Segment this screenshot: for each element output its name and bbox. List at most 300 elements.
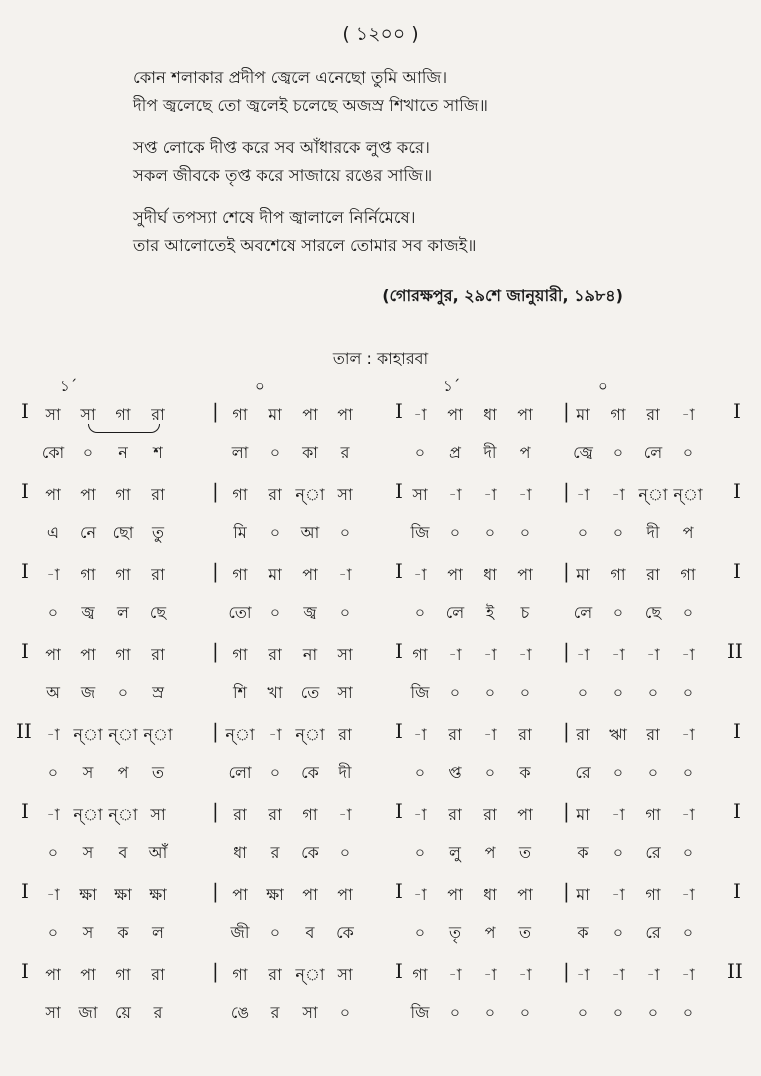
- swara-note: রা: [151, 965, 165, 984]
- swara-note: মা: [576, 885, 590, 904]
- notation-block: [0, 479, 761, 562]
- lyric-syllable: ০: [339, 603, 351, 622]
- lyric-syllable: ০: [612, 763, 624, 782]
- lyric-syllable: কা: [302, 443, 318, 462]
- lyric-syllable: ০: [414, 603, 426, 622]
- lyric-syllable: ০: [414, 923, 426, 942]
- lyric-syllable: ধা: [233, 843, 247, 862]
- swara-note: ন্া: [295, 485, 325, 504]
- lyric-syllable: প: [682, 523, 694, 542]
- swara-note: ন্া: [638, 485, 668, 504]
- swara-note: ধা: [483, 565, 497, 584]
- poem-line: দীপ জ্বলেছে তো জ্বলেই চলেছে অজস্র শিখাতে সাজি॥: [133, 96, 488, 115]
- lyric-syllable: ০: [484, 523, 496, 542]
- bar-line-start: I: [21, 959, 29, 983]
- lyric-syllable: জি: [410, 1003, 430, 1022]
- swara-note: -া: [448, 645, 462, 664]
- lyric-syllable: ০: [484, 1003, 496, 1022]
- lyric-syllable: রে: [645, 923, 661, 942]
- lyric-syllable: প্র: [449, 443, 461, 462]
- swara-note: -া: [646, 645, 660, 664]
- swara-note: পা: [302, 885, 318, 904]
- notation-block: [0, 959, 761, 1042]
- lyric-syllable: লে: [573, 603, 593, 622]
- bar-line: |: [212, 559, 219, 583]
- lyric-syllable: ০: [682, 843, 694, 862]
- poem-line: সপ্ত লোকে দীপ্ত করে সব আঁধারকে লুপ্ত করে।: [133, 138, 430, 157]
- swara-note: রা: [268, 805, 282, 824]
- swara-note: সা: [337, 645, 353, 664]
- lyric-syllable: ক: [117, 923, 129, 942]
- lyric-syllable: ০: [484, 763, 496, 782]
- lyric-syllable: রে: [645, 843, 661, 862]
- lyric-syllable: ছে: [149, 603, 167, 622]
- lyric-row: [0, 440, 761, 470]
- lyric-row: [0, 1000, 761, 1030]
- lyric-syllable: ০: [519, 683, 531, 702]
- lyric-syllable: ০: [339, 523, 351, 542]
- lyric-syllable: ০: [682, 683, 694, 702]
- lyric-syllable: ০: [682, 923, 694, 942]
- swara-note: গা: [302, 805, 318, 824]
- lyric-syllable: জ: [80, 683, 96, 702]
- swara-note: মা: [576, 805, 590, 824]
- swara-note: -া: [681, 405, 695, 424]
- swara-note: পা: [337, 405, 353, 424]
- swara-note: রা: [233, 805, 247, 824]
- bar-line: I: [395, 559, 403, 583]
- bar-line: |: [212, 719, 219, 743]
- lyric-syllable: জ্বে: [573, 443, 593, 462]
- lyric-syllable: প: [117, 763, 129, 782]
- bar-line-end: II: [727, 959, 743, 983]
- lyric-syllable: লো: [228, 763, 252, 782]
- swara-note: পা: [517, 805, 533, 824]
- swara-note: পা: [232, 885, 248, 904]
- lyric-syllable: ০: [269, 603, 281, 622]
- swara-note: সা: [337, 485, 353, 504]
- lyric-syllable: দী: [646, 523, 660, 542]
- lyric-syllable: ০: [647, 1003, 659, 1022]
- notation-block: [0, 719, 761, 802]
- swara-note: মা: [268, 405, 282, 424]
- composition-source: (গোরক্ষপুর, ২৯শে জানুয়ারী, ১৯৮৪): [382, 286, 623, 305]
- swara-note: -া: [483, 645, 497, 664]
- swara-note: গা: [232, 405, 248, 424]
- swara-note: গা: [610, 405, 626, 424]
- lyric-syllable: স্র: [152, 683, 164, 702]
- lyric-syllable: ০: [449, 1003, 461, 1022]
- lyric-syllable: এ: [46, 523, 60, 542]
- poem-line: কোন শলাকার প্রদীপ জ্বেলে এনেছো তুমি আজি।: [133, 68, 448, 87]
- beat-marker: ১´: [60, 377, 78, 395]
- swara-note: -া: [611, 805, 625, 824]
- bar-line: |: [563, 399, 570, 423]
- bar-line: |: [212, 959, 219, 983]
- lyric-syllable: প: [484, 923, 496, 942]
- poem-line: তার আলোতেই অবশেষে সারলে তোমার সব কাজই॥: [133, 236, 477, 255]
- lyric-syllable: নে: [79, 523, 97, 542]
- bar-line-end: II: [727, 639, 743, 663]
- lyric-syllable: জ্ব: [81, 603, 95, 622]
- swara-note: -া: [611, 485, 625, 504]
- lyric-syllable: র: [270, 843, 280, 862]
- lyric-syllable: য়ে: [115, 1003, 131, 1022]
- notation-block: [0, 879, 761, 962]
- bar-line: I: [395, 879, 403, 903]
- lyric-syllable: কে: [336, 923, 354, 942]
- swara-note: -া: [448, 965, 462, 984]
- bar-line: |: [563, 479, 570, 503]
- swara-note: গা: [232, 565, 248, 584]
- swara-note: ন্া: [673, 485, 703, 504]
- swara-note: গা: [115, 565, 131, 584]
- bar-line: I: [395, 959, 403, 983]
- swara-note: রা: [646, 725, 660, 744]
- lyric-syllable: ০: [117, 683, 129, 702]
- swara-note: -া: [46, 565, 60, 584]
- lyric-syllable: ০: [612, 683, 624, 702]
- lyric-syllable: ০: [612, 1003, 624, 1022]
- swara-note: গা: [232, 485, 248, 504]
- lyric-syllable: স: [82, 763, 94, 782]
- lyric-syllable: খা: [267, 683, 283, 702]
- swara-note: ন্া: [295, 965, 325, 984]
- bar-line: I: [395, 399, 403, 423]
- swara-note: -া: [413, 725, 427, 744]
- swara-note: গা: [412, 965, 428, 984]
- bar-line-start: I: [21, 639, 29, 663]
- swara-note: -া: [611, 885, 625, 904]
- swara-note: -া: [611, 965, 625, 984]
- lyric-syllable: লা: [231, 443, 249, 462]
- swara-note: রা: [518, 725, 532, 744]
- swara-note: রা: [151, 565, 165, 584]
- lyric-syllable: স: [82, 843, 94, 862]
- lyric-syllable: চ: [520, 603, 530, 622]
- swara-note: পা: [447, 885, 463, 904]
- poem-line: সকল জীবকে তৃপ্ত করে সাজায়ে রঙের সাজি॥: [133, 166, 433, 185]
- swara-note: পা: [80, 485, 96, 504]
- lyric-syllable: ০: [47, 763, 59, 782]
- swara-note: গা: [232, 645, 248, 664]
- bar-line: |: [212, 879, 219, 903]
- lyric-syllable: কো: [41, 443, 65, 462]
- lyric-syllable: জি: [410, 523, 430, 542]
- lyric-syllable: ছো: [112, 523, 134, 542]
- swara-note: রা: [576, 725, 590, 744]
- swara-note: -া: [681, 805, 695, 824]
- lyric-syllable: ০: [449, 523, 461, 542]
- swara-note: -া: [483, 485, 497, 504]
- bar-line: I: [395, 719, 403, 743]
- lyric-row: [0, 520, 761, 550]
- swara-note: -া: [518, 965, 532, 984]
- swara-note: গা: [645, 805, 661, 824]
- swara-note: গা: [115, 405, 131, 424]
- swara-note: গা: [115, 965, 131, 984]
- swara-note: পা: [302, 405, 318, 424]
- lyric-syllable: ত: [151, 763, 164, 782]
- swara-note: -া: [483, 725, 497, 744]
- lyric-syllable: জা: [78, 1003, 98, 1022]
- swara-note: ক্ষা: [114, 885, 132, 904]
- swara-note: সা: [45, 405, 61, 424]
- bar-line: |: [563, 639, 570, 663]
- bar-line-end: I: [733, 719, 741, 743]
- swara-note: -া: [413, 885, 427, 904]
- lyric-syllable: ০: [269, 443, 281, 462]
- bar-line-end: I: [733, 399, 741, 423]
- lyric-syllable: তে: [300, 683, 320, 702]
- lyric-syllable: র: [340, 443, 350, 462]
- swara-note: সা: [80, 405, 96, 424]
- stanza: [133, 134, 693, 190]
- lyric-syllable: কে: [301, 843, 319, 862]
- swara-note: ন্া: [73, 805, 103, 824]
- swara-note: -া: [46, 885, 60, 904]
- meend-slur: [88, 424, 160, 433]
- lyric-syllable: ০: [269, 763, 281, 782]
- swara-note: পা: [80, 645, 96, 664]
- swara-note: -া: [483, 965, 497, 984]
- swara-note: ন্া: [225, 725, 255, 744]
- swara-note: -া: [448, 485, 462, 504]
- lyric-syllable: প্ত: [448, 763, 462, 782]
- swara-note: পা: [517, 405, 533, 424]
- lyric-syllable: ০: [519, 523, 531, 542]
- lyric-syllable: ল: [117, 603, 129, 622]
- swara-note: পা: [45, 645, 61, 664]
- lyric-syllable: ০: [577, 683, 589, 702]
- swara-note: -া: [518, 485, 532, 504]
- swara-row: [0, 799, 761, 832]
- swara-note: পা: [447, 565, 463, 584]
- swara-note: -া: [646, 965, 660, 984]
- lyric-syllable: ০: [519, 1003, 531, 1022]
- lyric-syllable: তু: [151, 523, 164, 542]
- notation-block: [0, 559, 761, 642]
- bar-line: |: [563, 959, 570, 983]
- bar-line: I: [395, 639, 403, 663]
- lyric-syllable: ০: [47, 923, 59, 942]
- swara-row: [0, 719, 761, 752]
- lyric-syllable: ০: [612, 603, 624, 622]
- swara-note: গা: [412, 645, 428, 664]
- bar-line: |: [212, 399, 219, 423]
- swara-note: রা: [646, 565, 660, 584]
- swara-note: -া: [46, 725, 60, 744]
- swara-note: রা: [151, 485, 165, 504]
- lyric-syllable: ঙে: [230, 1003, 250, 1022]
- swara-note: পা: [447, 405, 463, 424]
- notation-block: [0, 639, 761, 722]
- swara-note: -া: [681, 645, 695, 664]
- notation-table: [0, 399, 761, 1042]
- bar-line-end: I: [733, 879, 741, 903]
- lyric-syllable: ০: [269, 523, 281, 542]
- lyric-syllable: লে: [643, 443, 663, 462]
- swara-note: গা: [115, 645, 131, 664]
- lyric-syllable: ক: [519, 763, 531, 782]
- swara-note: -া: [338, 565, 352, 584]
- swara-note: রা: [448, 725, 462, 744]
- lyric-syllable: জ্ব: [303, 603, 317, 622]
- lyric-syllable: জি: [410, 683, 430, 702]
- bar-line-start: I: [21, 879, 29, 903]
- lyric-syllable: ক: [577, 843, 589, 862]
- lyric-syllable: ০: [449, 683, 461, 702]
- swara-note: ন্া: [108, 725, 138, 744]
- lyric-row: [0, 600, 761, 630]
- lyric-row: [0, 760, 761, 790]
- lyric-row: [0, 920, 761, 950]
- lyric-syllable: ই: [485, 603, 495, 622]
- lyric-syllable: ০: [577, 523, 589, 542]
- swara-note: না: [302, 645, 318, 664]
- bar-line: |: [563, 559, 570, 583]
- swara-note: পা: [45, 965, 61, 984]
- lyric-syllable: সা: [302, 1003, 318, 1022]
- lyric-syllable: ০: [577, 1003, 589, 1022]
- lyric-syllable: লু: [449, 843, 461, 862]
- swara-note: সা: [412, 485, 428, 504]
- lyric-syllable: রে: [575, 763, 591, 782]
- lyric-syllable: জী: [230, 923, 250, 942]
- swara-note: -া: [413, 565, 427, 584]
- beat-markers: [0, 375, 761, 395]
- swara-note: পা: [302, 565, 318, 584]
- swara-note: -া: [611, 645, 625, 664]
- swara-note: -া: [681, 965, 695, 984]
- swara-note: গা: [680, 565, 696, 584]
- bar-line: I: [395, 479, 403, 503]
- poem-line: সুদীর্ঘ তপস্যা শেষে দীপ জ্বালালে নির্নিমেষে।: [133, 208, 416, 227]
- swara-note: রা: [151, 405, 165, 424]
- lyric-row: [0, 680, 761, 710]
- swara-note: মা: [576, 565, 590, 584]
- swara-row: [0, 959, 761, 992]
- bar-line-start: I: [21, 479, 29, 503]
- lyric-syllable: ০: [682, 603, 694, 622]
- lyric-syllable: ত: [518, 843, 531, 862]
- swara-note: ক্ষা: [266, 885, 284, 904]
- lyric-syllable: লে: [445, 603, 465, 622]
- beat-marker: ০: [598, 377, 608, 395]
- swara-note: -া: [681, 885, 695, 904]
- swara-note: পা: [517, 885, 533, 904]
- swara-note: মা: [268, 565, 282, 584]
- lyric-syllable: তো: [228, 603, 252, 622]
- swara-note: গা: [645, 885, 661, 904]
- swara-note: রা: [448, 805, 462, 824]
- lyric-row: [0, 840, 761, 870]
- lyric-syllable: দী: [338, 763, 352, 782]
- lyric-syllable: আঁ: [148, 843, 168, 862]
- lyric-syllable: র: [153, 1003, 163, 1022]
- swara-note: -া: [576, 485, 590, 504]
- swara-note: -া: [268, 725, 282, 744]
- swara-note: পা: [45, 485, 61, 504]
- notation-block: [0, 799, 761, 882]
- bar-line: |: [563, 879, 570, 903]
- lyric-syllable: ০: [682, 1003, 694, 1022]
- lyric-syllable: ০: [682, 443, 694, 462]
- swara-note: ন্া: [108, 805, 138, 824]
- swara-note: গা: [80, 565, 96, 584]
- swara-note: -া: [46, 805, 60, 824]
- lyric-syllable: ০: [414, 443, 426, 462]
- swara-note: ন্া: [143, 725, 173, 744]
- lyric-syllable: ত: [518, 923, 531, 942]
- swara-note: ধা: [483, 405, 497, 424]
- bar-line-start: I: [21, 399, 29, 423]
- lyric-syllable: ০: [414, 763, 426, 782]
- lyric-syllable: ০: [484, 683, 496, 702]
- swara-note: রা: [646, 405, 660, 424]
- lyric-syllable: ০: [47, 843, 59, 862]
- swara-row: [0, 399, 761, 432]
- lyric-syllable: ক: [577, 923, 589, 942]
- bar-line: |: [212, 479, 219, 503]
- lyric-syllable: ০: [47, 603, 59, 622]
- swara-note: ধা: [483, 885, 497, 904]
- stanza: [133, 204, 693, 260]
- lyric-syllable: ০: [612, 843, 624, 862]
- lyric-syllable: ০: [612, 523, 624, 542]
- stanza: [133, 64, 693, 120]
- poem-lyrics: [133, 64, 693, 274]
- swara-note: সা: [150, 805, 166, 824]
- lyric-syllable: আ: [300, 523, 320, 542]
- lyric-syllable: প: [484, 843, 496, 862]
- page-number: ( ১২০০ ): [342, 23, 419, 45]
- swara-note: ন্া: [295, 725, 325, 744]
- swara-note: রা: [268, 965, 282, 984]
- lyric-syllable: ছে: [644, 603, 662, 622]
- lyric-syllable: শ: [153, 443, 163, 462]
- swara-note: মা: [576, 405, 590, 424]
- swara-note: পা: [80, 965, 96, 984]
- lyric-syllable: অ: [46, 683, 60, 702]
- lyric-syllable: ০: [82, 443, 94, 462]
- swara-note: গা: [232, 965, 248, 984]
- swara-row: [0, 559, 761, 592]
- lyric-syllable: সা: [45, 1003, 61, 1022]
- swara-note: পা: [337, 885, 353, 904]
- lyric-syllable: ০: [647, 683, 659, 702]
- swara-note: রা: [483, 805, 497, 824]
- lyric-syllable: ০: [269, 923, 281, 942]
- bar-line: |: [212, 799, 219, 823]
- lyric-syllable: স: [82, 923, 94, 942]
- swara-note: ন্া: [73, 725, 103, 744]
- swara-note: -া: [681, 725, 695, 744]
- lyric-syllable: ০: [682, 763, 694, 782]
- bar-line-end: I: [733, 479, 741, 503]
- lyric-syllable: ০: [612, 923, 624, 942]
- lyric-syllable: র: [270, 1003, 280, 1022]
- swara-note: সা: [337, 965, 353, 984]
- lyric-syllable: ন: [118, 443, 128, 462]
- lyric-syllable: সা: [337, 683, 353, 702]
- bar-line-end: I: [733, 799, 741, 823]
- lyric-syllable: ব: [118, 843, 128, 862]
- lyric-syllable: শি: [232, 683, 248, 702]
- lyric-syllable: ল: [152, 923, 164, 942]
- lyric-syllable: কে: [301, 763, 319, 782]
- swara-note: -া: [413, 805, 427, 824]
